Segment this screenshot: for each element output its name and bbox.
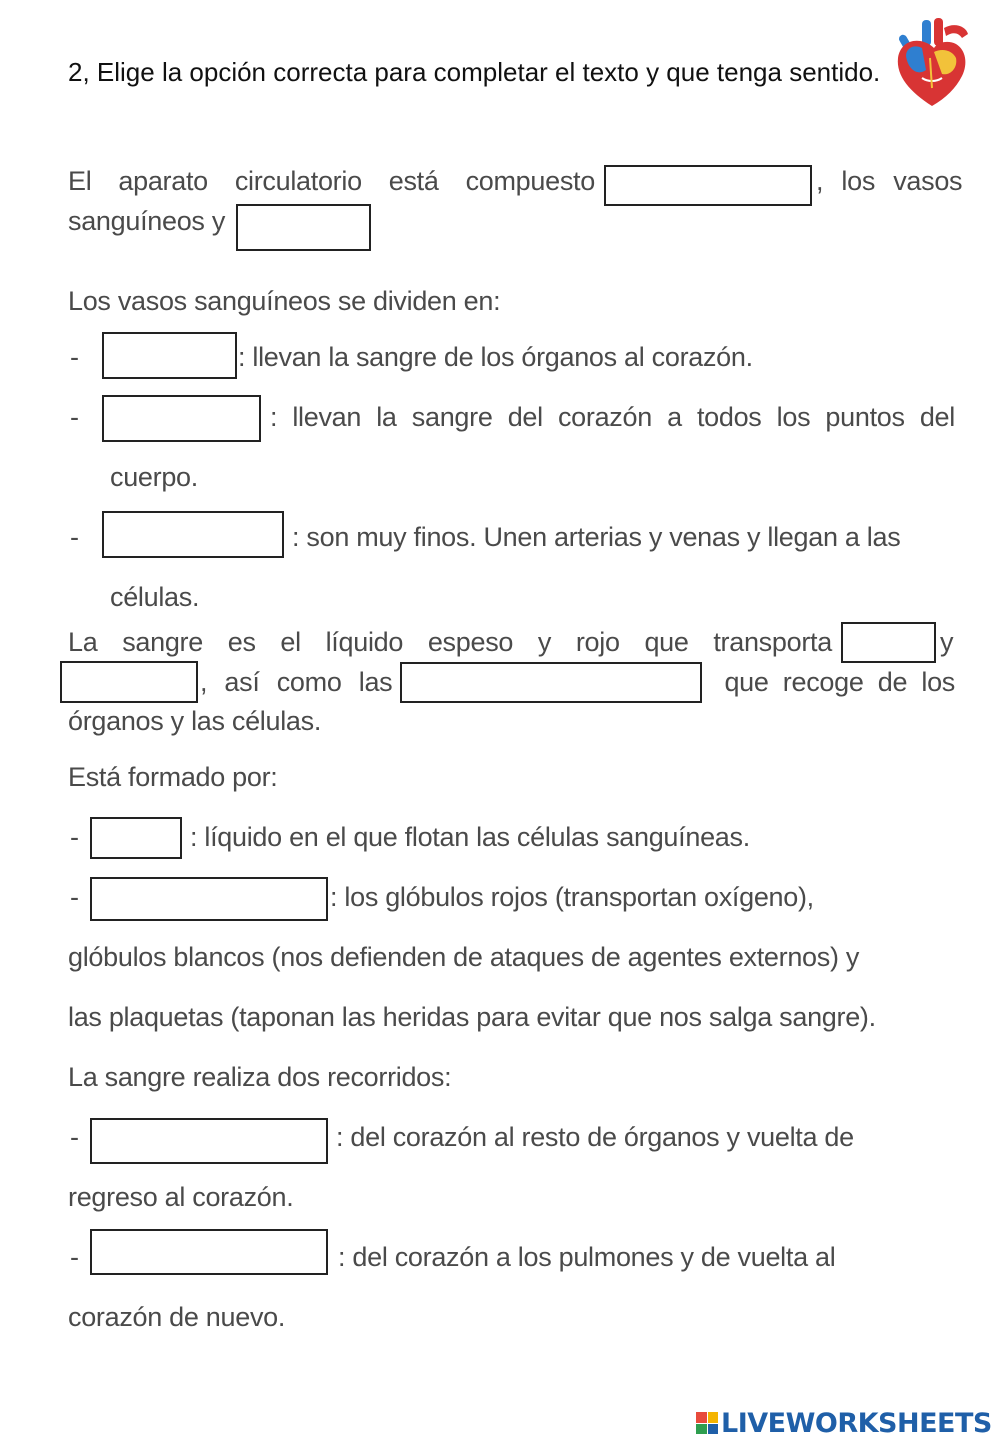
blood-part-2: : los glóbulos rojos (transportan oxígeno), [330, 882, 814, 912]
answer-box-transporta-2[interactable] [60, 661, 198, 703]
answer-box-desechos[interactable] [400, 662, 702, 703]
vessels-item-1: : llevan la sangre de los órganos al corazón. [238, 342, 753, 372]
vessels-item-2-cont: cuerpo. [110, 462, 198, 492]
blood-line-1-end: y [940, 627, 954, 657]
brand-text: LIVEWORKSHEETS [721, 1407, 992, 1439]
page-title: 2, Elige la opción correcta para completar el texto y que tenga sentido. [68, 57, 881, 87]
blood-part-2-cont-1: glóbulos blancos (nos defienden de ataques de agentes externos) y [68, 942, 860, 972]
vessels-heading: Los vasos sanguíneos se dividen en: [68, 286, 501, 316]
route-1-cont: regreso al corazón. [68, 1182, 294, 1212]
blood-part-2-cont-2: las plaquetas (taponan las heridas para evitar que nos salga sangre). [68, 1002, 876, 1032]
blood-line-3: órganos y las células. [68, 706, 322, 736]
dash: - [70, 822, 79, 852]
liveworksheets-logo-icon [696, 1412, 718, 1434]
answer-box-compuesto[interactable] [604, 165, 812, 206]
answer-box-circulacion-menor[interactable] [90, 1229, 328, 1275]
vessels-item-2: : llevan la sangre del corazón a todos los puntos del [270, 402, 955, 432]
liveworksheets-brand [696, 1404, 992, 1442]
blood-line-2-a: , así como las [200, 667, 393, 697]
intro-line-2: sanguíneos y [68, 206, 226, 236]
answer-box-sanguineos[interactable] [236, 204, 371, 251]
dash: - [70, 342, 79, 372]
heart-anatomy-icon [892, 18, 972, 110]
vessels-item-3: : son muy finos. Unen arterias y venas y llegan a las [292, 522, 901, 552]
route-2-cont: corazón de nuevo. [68, 1302, 286, 1332]
blood-part-1: : líquido en el que flotan las células sanguíneas. [190, 822, 750, 852]
dash: - [70, 1122, 79, 1152]
intro-line-1-end: , los vasos [816, 166, 963, 196]
dash: - [70, 1242, 79, 1272]
answer-box-capilares[interactable] [102, 511, 284, 558]
routes-heading: La sangre realiza dos recorridos: [68, 1062, 452, 1092]
answer-box-circulacion-mayor[interactable] [90, 1118, 328, 1164]
answer-box-celulas-sanguineas[interactable] [90, 877, 328, 921]
dash: - [70, 402, 79, 432]
answer-box-plasma[interactable] [90, 817, 182, 859]
vessels-item-3-cont: células. [110, 582, 200, 612]
answer-box-venas[interactable] [102, 332, 237, 379]
answer-box-transporta-1[interactable] [841, 622, 936, 663]
answer-box-arterias[interactable] [102, 395, 261, 442]
intro-line-1-words: El aparato circulatorio está compuesto [68, 166, 595, 196]
dash: - [70, 882, 79, 912]
dash: - [70, 522, 79, 552]
blood-line-2-b: que recoge de los [724, 667, 955, 697]
route-1: : del corazón al resto de órganos y vuelta de [336, 1122, 854, 1152]
route-2: : del corazón a los pulmones y de vuelta al [338, 1242, 836, 1272]
blood-formed-heading: Está formado por: [68, 762, 278, 792]
blood-line-1-words: La sangre es el líquido espeso y rojo que transporta [68, 627, 832, 657]
